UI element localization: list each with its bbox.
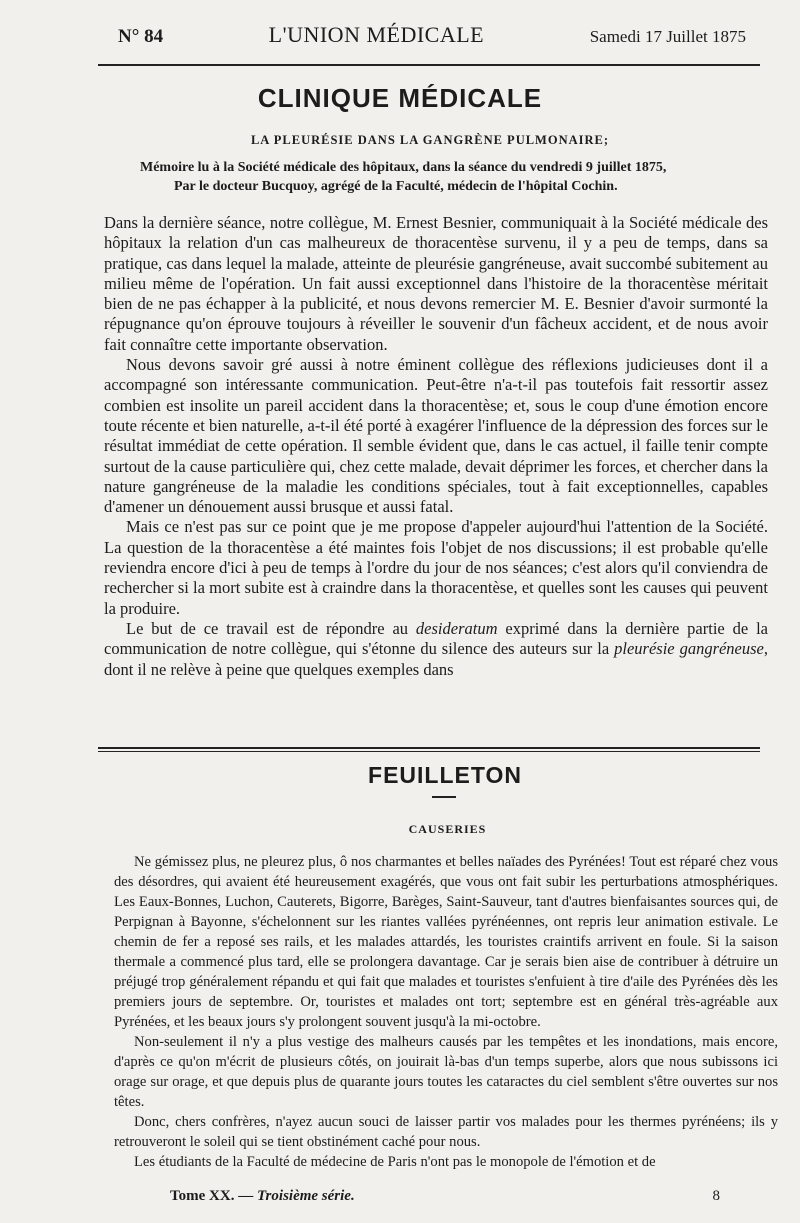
issue-date: Samedi 17 Juillet 1875 [589,27,746,46]
volume-label: Tome XX. — Troisième série. [170,1188,355,1204]
italic-term: pleurésie gangréneuse [614,639,764,659]
article-title: LA PLEURÉSIE DANS LA GANGRÈNE PULMONAIRE; [250,133,610,147]
ornament-rule [432,796,456,798]
section-title: CLINIQUE MÉDICALE [257,83,543,113]
page-number: 8 [712,1188,720,1204]
page-footer [170,1188,720,1205]
article-paragraph: Le but de ce travail est de répondre au desideratum exprimé dans la dernière partie de la communication de notre collègue, qui s'étonne du silence des auteurs sur la pleurésie gangréneuse, dont il ne relève à peine que quelques exemples dans [104,618,769,679]
feuilleton-title: FEUILLETON [368,762,522,788]
feuilleton-paragraph: Donc, chers confrères, n'ayez aucun souci de laisser partir vos malades pour les thermes pyrénéens; ils y retrouveront le soleil qui se tient obstinément caché pour nous. [114,1114,778,1150]
feuilleton-rule-thin [98,751,760,752]
issue-number: N° 84 [118,26,164,47]
italic-term: desideratum [415,618,498,638]
memoire-note: Mémoire lu à la Société médicale des hôpitaux, dans la séance du vendredi 9 juillet 1875, [140,160,667,175]
feuilleton-subtitle: CAUSERIES [408,822,487,836]
feuilleton-paragraph: Non-seulement il n'y a plus vestige des malheurs causés par les tempêtes et les inondations, mais encore, d'après ce qu'on m'écrit de plusieurs côtés, on jouirait là-bas d'un temps superbe, alors que nous subissons ici orage sur orage, et que depuis plus de quarante jours toutes les cataractes du ciel semblent s'être ouvertes sur nos têtes. [114,1034,778,1110]
running-header [118,22,746,48]
article-body [104,213,768,680]
article-paragraph: Dans la dernière séance, notre collègue, M. Ernest Besnier, communiquait à la Société médicale des hôpitaux la relation d'un cas malheureux de thoracentèse survenu, il y a peu de temps, dans sa pratique, cas dans lequel la malade, atteinte de pleurésie gangréneuse, avait succombé subitement au milieu même de l'opération. Un fait aussi exceptionnel dans l'histoire de la thoracentèse méritait bien de ne pas échapper à la publicité, et nous devons remercier M. E. Besnier d'avoir surmonté la répugnance qu'on éprouve toujours à réveiller le souvenir d'un fâcheux accident, et de nous avoir fait connaître cette importante observation. [104,213,768,354]
article-paragraph: Nous devons savoir gré aussi à notre éminent collègue des réflexions judicieuses dont il a accompagné son intéressante communication. Peut-être n'a-t-il pas toutefois fait ressortir assez combien est insolite un pareil accident dans la thoracentèse; et, sous le coup d'une émotion encore toute récente et bien naturelle, a-t-il été porté à exagérer l'influence de la dépression des forces sur le résultat immédiat de cette opération. Il semble évident que, dans le cas actuel, il faille tenir compte surtout de la cause particulière qui, chez cette malade, devait déprimer les forces, et chercher dans la nature gangréneuse de la maladie les conditions spéciales, tout à fait exceptionnelles, capables d'amener un dénouement aussi brusque et aussi fatal. [104,355,768,517]
article-paragraph: Mais ce n'est pas sur ce point que je me propose d'appeler aujourd'hui l'attention de la Société. La question de la thoracentèse a été maintes fois l'objet de nos discussions; il est probable qu'elle reviendra encore d'ici à peu de temps à l'ordre du jour de nos séances; c'est alors qu'il conviendra de rechercher si la mort subite est à craindre dans la thoracentèse, et quelles sont les causes qui peuvent la produire. [104,517,768,618]
journal-title: L'UNION MÉDICALE [268,22,485,47]
article-byline [140,158,740,196]
feuilleton-rule [98,747,760,749]
header-rule [98,64,760,66]
feuilleton-paragraph: Ne gémissez plus, ne pleurez plus, ô nos charmantes et belles naïades des Pyrénées! Tout est réparé chez vous des désordres, qui avaient été heureusement exagérés, que vous ont fait subir les perturbations atmosphériques. Les Eaux-Bonnes, Luchon, Cauterets, Bigorre, Barèges, Saint-Sauveur, tant d'autres bienfaisantes sources qui, de Perpignan à Bayonne, s'échelonnent sur les riantes vallées pyrénéennes, ont repris leur animation estivale. Le chemin de fer a reposé ses rails, et les malades attardés, les touristes craintifs arrivent en foule. Si la saison thermale a commencé plus tard, elle se prolongera davantage. Car je serais bien aise de contribuer à détruire un préjugé trop généralement répandu et qui fait que malades et touristes s'enfuient à tire d'aile des Pyrénées dès les premiers jours de septembre. Or, touristes et malades ont tort; septembre est en général très-agréable aux Pyrénées, et les beaux jours s'y prolongent souvent jusqu'à la mi-octobre. [114,854,778,1030]
feuilleton-body [114,852,778,1172]
feuilleton-paragraph: Les étudiants de la Faculté de médecine de Paris n'ont pas le monopole de l'émotion et de [134,1154,656,1170]
author-line: Par le docteur Bucquoy, agrégé de la Faculté, médecin de l'hôpital Cochin. [174,179,618,194]
